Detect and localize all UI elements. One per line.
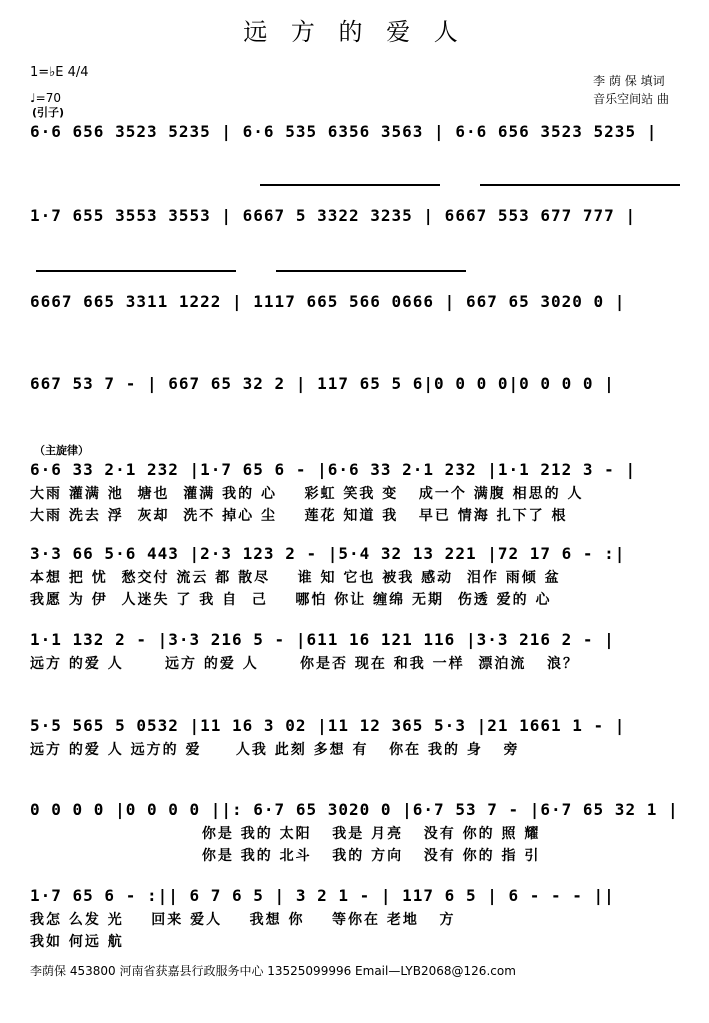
notation-line: 3·3 66 5·6 443 |2·3 123 2 - |5·4 32 13 221 |72 17 6 - :| <box>30 544 626 563</box>
intro-label: (引子) <box>32 106 65 119</box>
beam-line <box>480 184 680 186</box>
staff-row-3 <box>30 292 680 311</box>
staff-row-7 <box>30 630 680 673</box>
lyrics-verse-1: 大雨 灌满 池 塘也 灌满 我的 心 彩虹 笑我 变 成一个 满腹 相思的 人 <box>30 486 584 502</box>
staff-row-10 <box>30 886 680 951</box>
staff-row-1 <box>30 122 680 141</box>
beam-line <box>36 270 236 272</box>
contact-footer: 李荫保 453800 河南省获嘉县行政服务中心 13525099996 Email—LYB2068@126.com <box>30 964 516 978</box>
notation-line: 1·1 132 2 - |3·3 216 5 - |611 16 121 116 |3·3 216 2 - | <box>30 630 615 649</box>
staff-row-4 <box>30 374 680 393</box>
lyrics-verse-2: 你是 我的 北斗 我的 方向 没有 你的 指 引 <box>30 848 541 864</box>
notation-line: 0 0 0 0 |0 0 0 0 ||: 6·7 65 3020 0 |6·7 53 7 - |6·7 65 32 1 | <box>30 800 679 819</box>
notation-line: 667 53 7 - | 667 65 32 2 | 117 65 5 6|0 0 0 0|0 0 0 0 | <box>30 374 615 393</box>
lyrics-verse-1: 你是 我的 太阳 我是 月亮 没有 你的 照 耀 <box>30 826 541 842</box>
staff-row-9 <box>30 800 680 865</box>
notation-line: 1·7 65 6 - :|| 6 7 6 5 | 3 2 1 - | 117 6 5 | 6 - - - || <box>30 886 615 905</box>
beam-line <box>260 184 440 186</box>
composer-credit: 音乐空间站 曲 <box>593 92 669 106</box>
staff-row-6 <box>30 544 680 609</box>
notation-line: 6·6 33 2·1 232 |1·7 65 6 - |6·6 33 2·1 232 |1·1 212 3 - | <box>30 460 637 479</box>
beam-line <box>276 270 466 272</box>
song-title: 远 方 的 爱 人 <box>243 18 466 46</box>
lyrics-verse-2: 我愿 为 伊 人迷失 了 我 自 己 哪怕 你让 缠绵 无期 伤透 爱的 心 <box>30 592 552 608</box>
staff-row-5 <box>30 460 680 525</box>
lyrics-verse-1: 本想 把 忧 愁交付 流云 都 散尽 谁 知 它也 被我 感动 泪作 雨倾 盆 <box>30 570 561 586</box>
lyrics-verse-1: 我怎 么发 光 回来 爱人 我想 你 等你在 老地 方 <box>30 912 456 928</box>
main-melody-label: （主旋律） <box>34 444 89 457</box>
staff-row-2 <box>30 206 680 225</box>
lyrics-chorus: 远方 的爱 人 远方的 爱 人我 此刻 多想 有 你在 我的 身 旁 <box>30 742 520 758</box>
credits <box>593 72 669 108</box>
lyrics-verse-2: 我如 何远 航 <box>30 934 124 950</box>
lyrics-chorus: 远方 的爱 人 远方 的爱 人 你是否 现在 和我 一样 漂泊流 浪？ <box>30 656 579 672</box>
notation-line: 5·5 565 5 0532 |11 16 3 02 |11 12 365 5·3 |21 1661 1 - | <box>30 716 626 735</box>
notation-line: 6·6 656 3523 5235 | 6·6 535 6356 3563 | 6·6 656 3523 5235 | <box>30 122 658 141</box>
tempo-marking: ♩=70 <box>30 91 61 105</box>
lyricist-credit: 李 荫 保 填词 <box>593 74 665 88</box>
notation-line: 6667 665 3311 1222 | 1117 665 566 0666 | 667 65 3020 0 | <box>30 292 626 311</box>
notation-line: 1·7 655 3553 3553 | 6667 5 3322 3235 | 6667 553 677 777 | <box>30 206 637 225</box>
key-signature: 1=♭E 4/4 <box>30 65 89 80</box>
staff-row-8 <box>30 716 680 759</box>
lyrics-verse-2: 大雨 洗去 浮 灰却 洗不 掉心 尘 莲花 知道 我 早已 情海 扎下了 根 <box>30 508 568 524</box>
